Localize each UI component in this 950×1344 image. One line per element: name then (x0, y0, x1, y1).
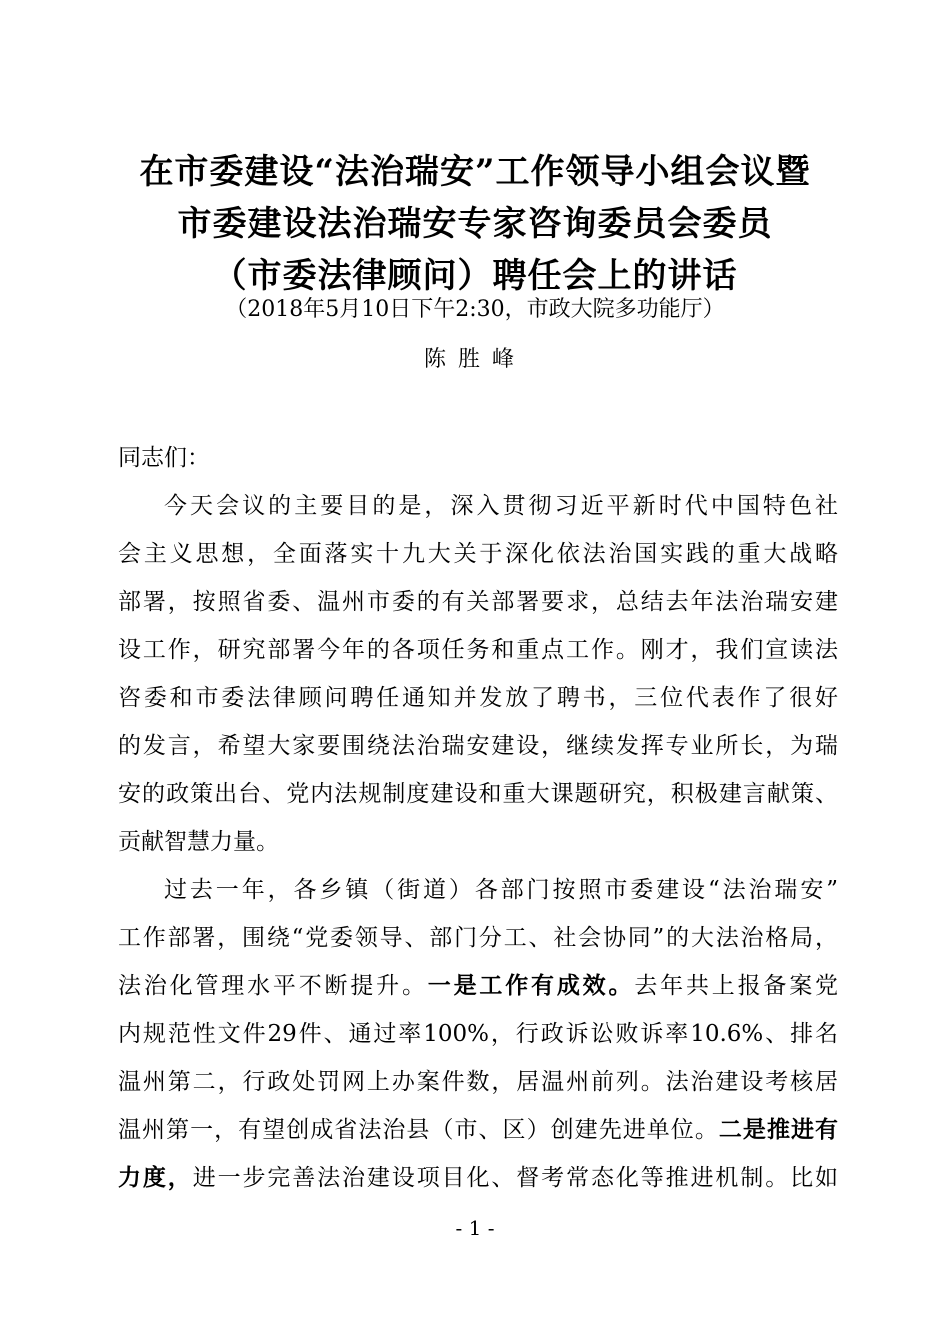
text-run: 法治化管理水平不断提升。 (118, 973, 428, 999)
paragraph-2-line: 工作部署，围绕“党委领导、部门分工、社会协同”的大法治格局， (118, 925, 838, 951)
paragraph-2-line (118, 1106, 838, 1154)
paragraph-1 (118, 482, 838, 866)
paragraph-2 (118, 866, 838, 1202)
paragraph-2-line (118, 962, 838, 1010)
bold-text-run: 力度， (118, 1164, 193, 1191)
title-line-3: （市委法律顾问）聘任会上的讲话 (212, 256, 738, 296)
paragraph-1-line: 今天会议的主要目的是，深入贯彻习近平新时代中国特色社 (164, 493, 838, 519)
paragraph-1-line: 部署，按照省委、温州市委的有关部署要求，总结去年法治瑞安建 (118, 589, 838, 615)
paragraph-2-line: 温州第二，行政处罚网上办案件数，居温州前列。法治建设考核居 (118, 1069, 838, 1095)
document-title (60, 146, 890, 302)
paragraph-1-line: 的发言，希望大家要围绕法治瑞安建设，继续发挥专业所长，为瑞 (118, 733, 838, 759)
salutation: 同志们： (118, 445, 210, 471)
paragraph-1-line: 咨委和市委法律顾问聘任通知并发放了聘书，三位代表作了很好 (118, 685, 838, 711)
text-run: 去年共上报备案党 (634, 973, 839, 999)
document-body (118, 434, 838, 1202)
text-run: 进一步完善法治建设项目化、督考常态化等推进机制。比如 (192, 1165, 839, 1191)
paragraph-2-line: 过去一年，各乡镇（街道）各部门按照市委建设“法治瑞安” (164, 877, 838, 903)
paragraph-2-line: 内规范性文件29件、通过率100%，行政诉讼败诉率10.6%、排名 (118, 1021, 838, 1047)
paragraph-2-line (118, 1154, 838, 1202)
document-subtitle: （2018年5月10日下午2:30，市政大院多功能厅） (225, 297, 725, 322)
title-line-2: 市委建设法治瑞安专家咨询委员会委员 (177, 204, 773, 244)
paragraph-1-line: 贡献智慧力量。 (118, 829, 279, 855)
document-author: 陈胜峰 (423, 347, 526, 372)
paragraph-1-line: 会主义思想，全面落实十九大关于深化依法治国实践的重大战略 (118, 541, 838, 567)
bold-text-run: 二是推进有 (718, 1116, 839, 1143)
paragraph-1-line: 设工作，研究部署今年的各项任务和重点工作。刚才，我们宣读法 (118, 637, 838, 663)
bold-text-run: 一是工作有成效。 (427, 972, 635, 999)
page-number: - 1 - (455, 1216, 495, 1240)
text-run: 温州第一，有望创成省法治县（市、区）创建先进单位。 (118, 1117, 719, 1143)
paragraph-1-line: 安的政策出台、党内法规制度建设和重大课题研究，积极建言献策、 (118, 781, 838, 807)
title-line-1: 在市委建设“法治瑞安”工作领导小组会议暨 (139, 152, 811, 192)
